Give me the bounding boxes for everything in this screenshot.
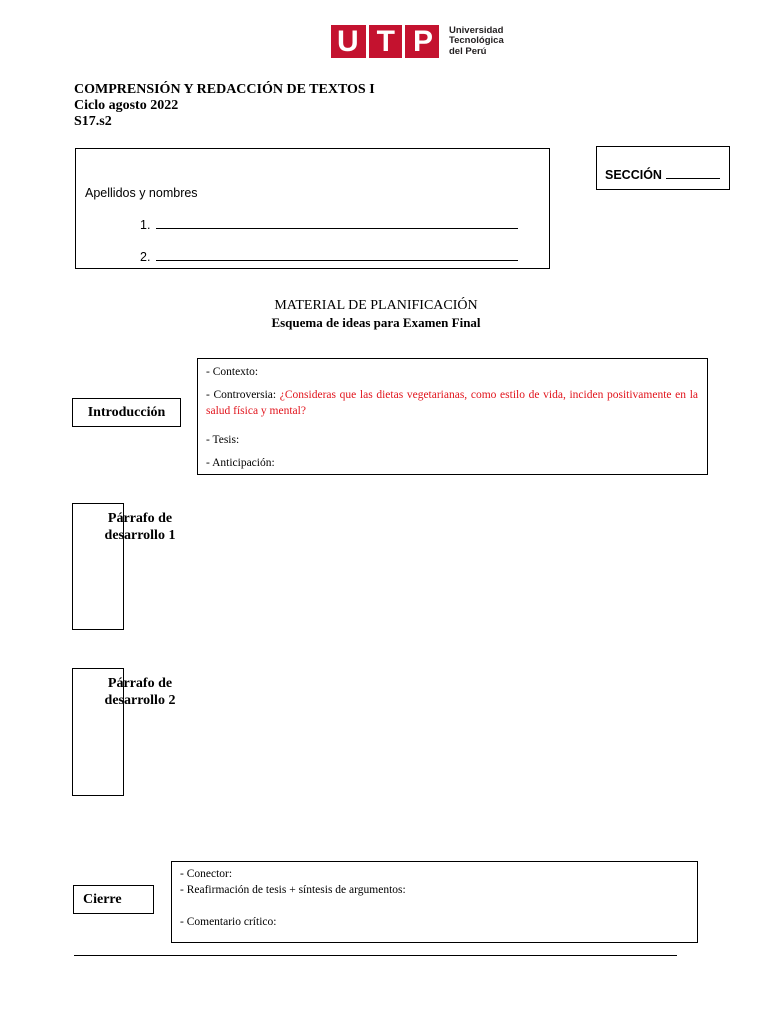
logo-line: Universidad	[449, 24, 504, 36]
development-label-line: desarrollo 1	[104, 528, 176, 543]
names-box	[75, 148, 550, 269]
name-blank[interactable]	[156, 248, 518, 261]
section-label: SECCIÓN	[605, 168, 662, 182]
name-line-1[interactable]	[140, 216, 518, 232]
closing-box	[171, 861, 698, 943]
logo-letter-u: U	[337, 25, 359, 58]
closing-label: Cierre	[73, 885, 154, 914]
section-field[interactable]	[605, 167, 720, 182]
document-subtitle: Esquema de ideas para Examen Final	[271, 315, 481, 330]
name-line-number: 1.	[140, 218, 151, 232]
logo-mark	[331, 25, 439, 58]
section-blank[interactable]	[666, 167, 720, 179]
logo-letter-t: T	[376, 25, 395, 58]
name-line-2[interactable]	[140, 248, 518, 264]
names-label: Apellidos y nombres	[85, 186, 198, 200]
controversy-question: ¿Consideras que las dietas vegetarianas, como estilo de vida, inciden positivamente en la salud física y mental?	[206, 389, 698, 417]
development-2-label	[90, 675, 190, 709]
logo-line: del Perú	[449, 45, 487, 57]
intro-box	[197, 358, 708, 475]
logo-letter-p: P	[412, 25, 433, 58]
development-label-line: Párrafo de	[107, 511, 173, 526]
course-heading	[74, 82, 375, 130]
section-box	[596, 146, 730, 190]
name-blank[interactable]	[156, 216, 518, 229]
bottom-rule	[74, 955, 677, 956]
closing-reaffirmation: - Reafirmación de tesis + síntesis de argumentos:	[180, 884, 406, 896]
intro-anticipation: - Anticipación:	[206, 457, 275, 469]
course-cycle: Ciclo agosto 2022	[74, 98, 179, 113]
logo-separator	[366, 25, 369, 58]
logo-line: Tecnológica	[449, 35, 504, 47]
name-line-number: 2.	[140, 250, 151, 264]
intro-thesis: - Tesis:	[206, 434, 240, 446]
course-title: COMPRENSIÓN Y REDACCIÓN DE TEXTOS I	[74, 82, 375, 97]
development-label-line: Párrafo de	[107, 676, 173, 691]
utp-logo	[331, 25, 504, 58]
logo-separator	[402, 25, 405, 58]
closing-connector: - Conector:	[180, 868, 233, 880]
document-title: MATERIAL DE PLANIFICACIÓN	[274, 298, 478, 313]
logo-wordmark	[449, 26, 504, 58]
intro-label: Introducción	[72, 398, 181, 427]
intro-controversy	[206, 387, 698, 419]
session-code: S17.s2	[74, 114, 112, 129]
development-label-line: desarrollo 2	[104, 693, 176, 708]
intro-context: - Contexto:	[206, 366, 259, 378]
development-1-label	[90, 510, 190, 544]
controversy-label: - Controversia:	[206, 389, 277, 401]
closing-comment: - Comentario crítico:	[180, 916, 277, 928]
